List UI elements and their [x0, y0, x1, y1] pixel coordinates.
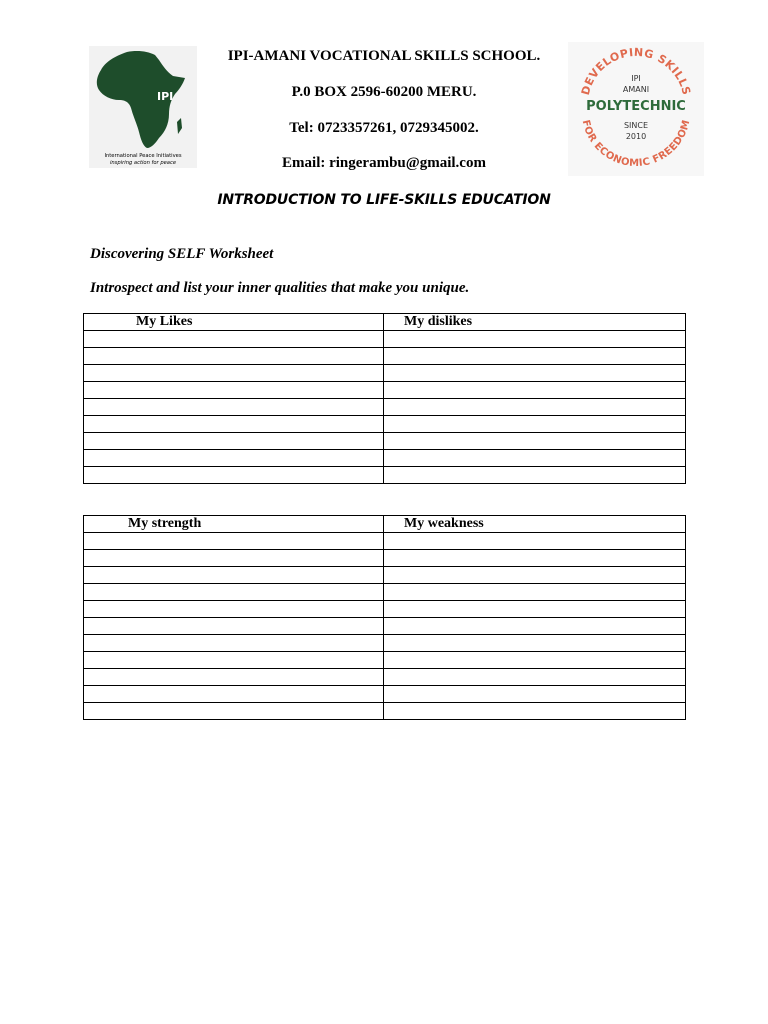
table-row: [84, 331, 686, 348]
table-row: [84, 567, 686, 584]
logo-name: POLYTECHNIC: [586, 99, 686, 114]
weakness-cell[interactable]: [384, 550, 686, 567]
table-row: [84, 669, 686, 686]
strength-cell[interactable]: [84, 533, 384, 550]
strength-cell[interactable]: [84, 601, 384, 618]
table-row: [84, 433, 686, 450]
logo-line1: IPI: [631, 74, 641, 83]
likes-dislikes-table: [83, 313, 686, 484]
strength-weakness-table: [83, 515, 686, 720]
table-row: [84, 618, 686, 635]
ipi-caption-line1: International Peace Initiatives: [104, 153, 182, 159]
table-row: [84, 348, 686, 365]
likes-cell[interactable]: [84, 399, 384, 416]
table-header-row: [84, 516, 686, 533]
logo-arc-bottom: FOR ECONOMIC FREEDOM: [579, 118, 693, 170]
school-email: Email: ringerambu@gmail.com: [282, 155, 486, 171]
weakness-cell[interactable]: [384, 703, 686, 720]
likes-cell[interactable]: [84, 382, 384, 399]
likes-cell[interactable]: [84, 331, 384, 348]
strength-cell[interactable]: [84, 652, 384, 669]
weakness-cell[interactable]: [384, 669, 686, 686]
dislikes-cell[interactable]: [384, 467, 686, 484]
dislikes-cell[interactable]: [384, 331, 686, 348]
table-row: [84, 652, 686, 669]
likes-cell[interactable]: [84, 348, 384, 365]
table-row: [84, 533, 686, 550]
table-header-row: [84, 314, 686, 331]
logo-since: SINCE: [623, 121, 649, 130]
column-header-strength: My strength: [84, 516, 384, 533]
column-header-dislikes: My dislikes: [384, 314, 686, 331]
table-row: [84, 365, 686, 382]
dislikes-cell[interactable]: [384, 382, 686, 399]
strength-cell[interactable]: [84, 618, 384, 635]
column-header-likes: My Likes: [84, 314, 384, 331]
likes-cell[interactable]: [84, 433, 384, 450]
dislikes-cell[interactable]: [384, 416, 686, 433]
table-row: [84, 399, 686, 416]
polytechnic-logo: [568, 42, 704, 176]
ipi-map-text: IPI: [157, 90, 174, 103]
school-address: P.0 BOX 2596-60200 MERU.: [291, 84, 477, 100]
ipi-logo: [89, 46, 197, 168]
weakness-cell[interactable]: [384, 652, 686, 669]
dislikes-cell[interactable]: [384, 450, 686, 467]
table-row: [84, 686, 686, 703]
table-row: [84, 635, 686, 652]
strength-cell[interactable]: [84, 584, 384, 601]
table-row: [84, 416, 686, 433]
weakness-cell[interactable]: [384, 686, 686, 703]
dislikes-cell[interactable]: [384, 365, 686, 382]
school-tel: Tel: 0723357261, 0729345002.: [289, 120, 479, 136]
likes-cell[interactable]: [84, 450, 384, 467]
strength-cell[interactable]: [84, 635, 384, 652]
strength-cell[interactable]: [84, 669, 384, 686]
logo-year: 2010: [625, 132, 647, 141]
likes-cell[interactable]: [84, 467, 384, 484]
likes-cell[interactable]: [84, 416, 384, 433]
table-row: [84, 467, 686, 484]
table-row: [84, 703, 686, 720]
weakness-cell[interactable]: [384, 601, 686, 618]
worksheet-instruction: Introspect and list your inner qualities that make you unique.: [90, 280, 470, 296]
table-row: [84, 550, 686, 567]
strength-cell[interactable]: [84, 686, 384, 703]
table-row: [84, 450, 686, 467]
weakness-cell[interactable]: [384, 584, 686, 601]
weakness-cell[interactable]: [384, 533, 686, 550]
likes-cell[interactable]: [84, 365, 384, 382]
ipi-caption-line2: inspiring action for peace: [109, 160, 177, 166]
weakness-cell[interactable]: [384, 635, 686, 652]
table-row: [84, 584, 686, 601]
weakness-cell[interactable]: [384, 567, 686, 584]
dislikes-cell[interactable]: [384, 433, 686, 450]
worksheet-title: Discovering SELF Worksheet: [90, 246, 274, 262]
strength-cell[interactable]: [84, 567, 384, 584]
school-name: IPI-AMANI VOCATIONAL SKILLS SCHOOL.: [227, 48, 541, 64]
strength-cell[interactable]: [84, 703, 384, 720]
column-header-weakness: My weakness: [384, 516, 686, 533]
logo-arc-top: DEVELOPING SKILLS: [578, 45, 694, 97]
strength-cell[interactable]: [84, 550, 384, 567]
logo-line2: AMANI: [622, 85, 650, 94]
dislikes-cell[interactable]: [384, 348, 686, 365]
table-row: [84, 601, 686, 618]
subject-title: INTRODUCTION TO LIFE-SKILLS EDUCATION: [217, 192, 551, 208]
dislikes-cell[interactable]: [384, 399, 686, 416]
weakness-cell[interactable]: [384, 618, 686, 635]
table-row: [84, 382, 686, 399]
